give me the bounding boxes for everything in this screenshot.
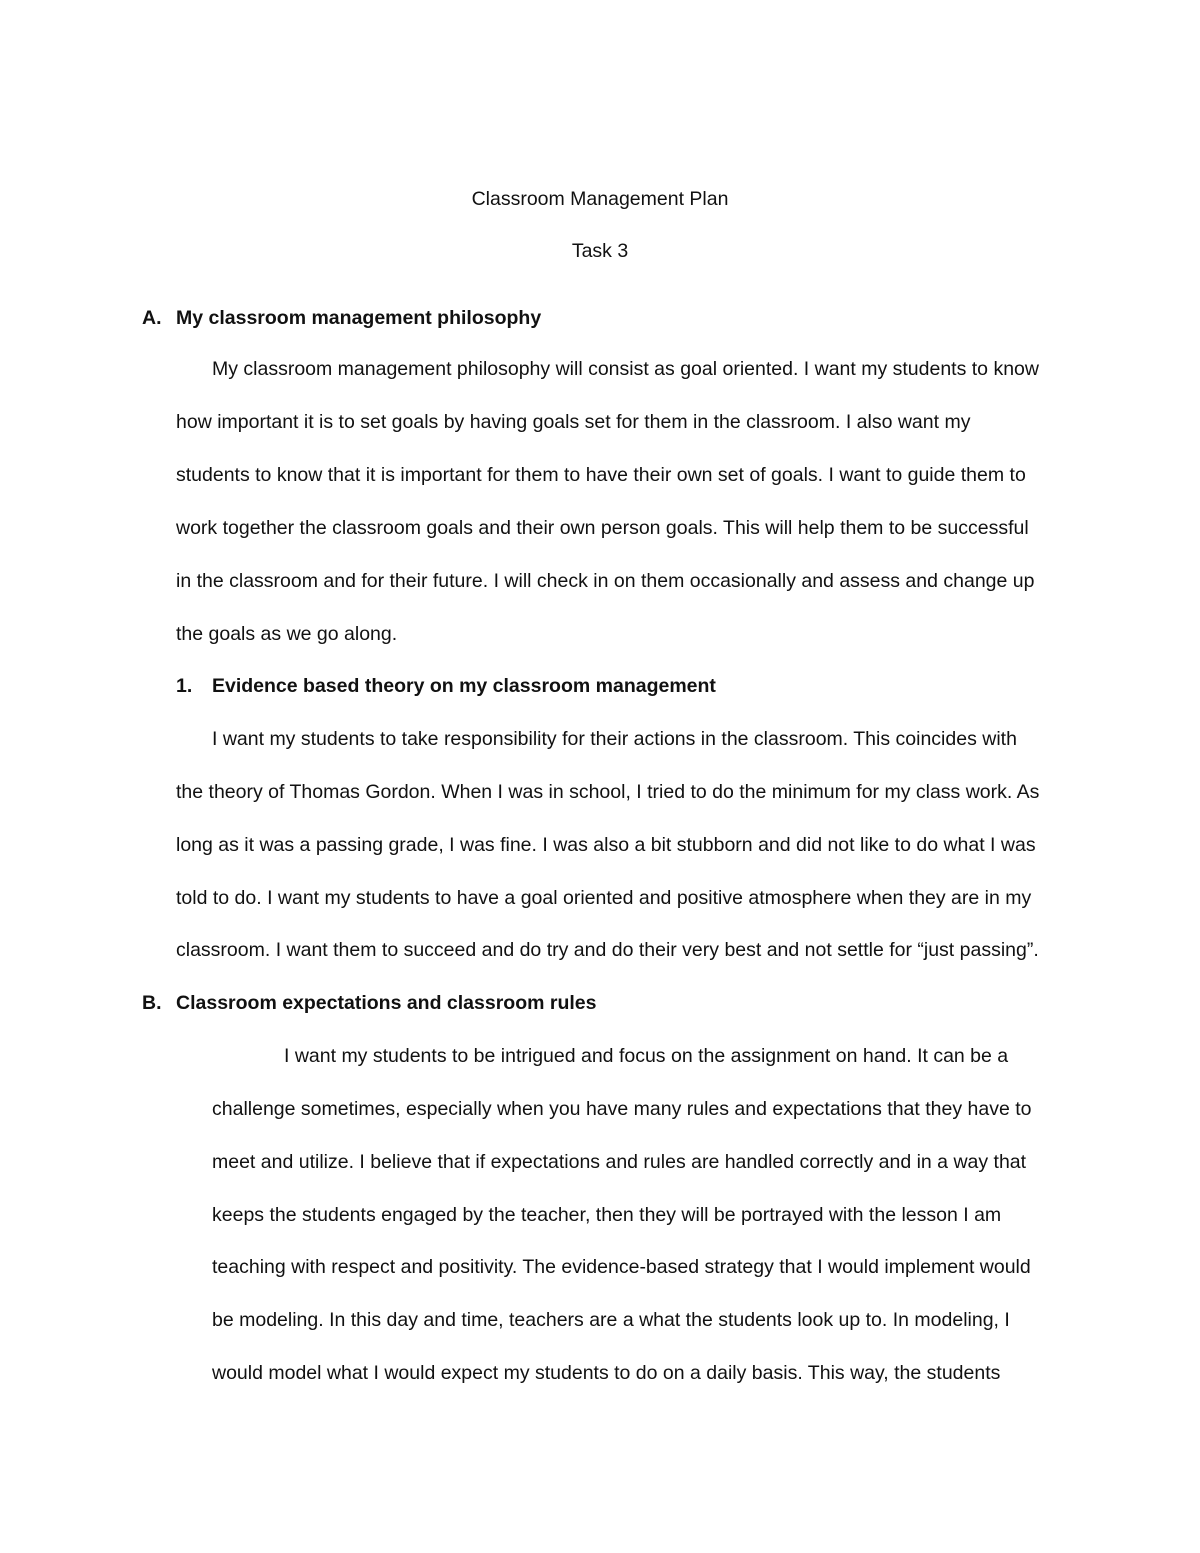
section-heading: Classroom expectations and classroom rules	[176, 992, 597, 1014]
paragraph-line: long as it was a passing grade, I was fine. I was also a bit stubborn and did not like to do what I was	[176, 834, 1036, 856]
paragraph-line: students to know that it is important for them to have their own set of goals. I want to guide them to	[176, 464, 1026, 486]
paragraph-line: meet and utilize. I believe that if expectations and rules are handled correctly and in a way that	[212, 1151, 1027, 1173]
section-marker: B.	[142, 992, 162, 1014]
document-subtitle: Task 3	[571, 240, 629, 262]
paragraph-line: the goals as we go along.	[176, 623, 398, 645]
section-heading: My classroom management philosophy	[176, 307, 542, 329]
paragraph-line: I want my students to be intrigued and focus on the assignment on hand. It can be a	[284, 1045, 1009, 1067]
subsection-marker: 1.	[176, 675, 193, 697]
paragraph-line: I want my students to take responsibility for their actions in the classroom. This coincides with	[212, 728, 1017, 750]
section-marker: A.	[142, 307, 162, 329]
paragraph-line: would model what I would expect my students to do on a daily basis. This way, the students	[212, 1362, 1001, 1384]
paragraph-line: challenge sometimes, especially when you have many rules and expectations that they have to	[212, 1098, 1032, 1120]
paragraph-line: My classroom management philosophy will consist as goal oriented. I want my students to know	[212, 358, 1039, 380]
paragraph-line: the theory of Thomas Gordon. When I was in school, I tried to do the minimum for my class work. As	[176, 781, 1040, 803]
document-title: Classroom Management Plan	[471, 188, 729, 210]
paragraph-line: be modeling. In this day and time, teachers are a what the students look up to. In modeling, I	[212, 1309, 1010, 1331]
paragraph-line: classroom. I want them to succeed and do try and do their very best and not settle for “just passing”.	[176, 939, 1039, 961]
subsection-heading: Evidence based theory on my classroom management	[212, 675, 716, 697]
paragraph-line: in the classroom and for their future. I will check in on them occasionally and assess and change up	[176, 570, 1035, 592]
paragraph-line: teaching with respect and positivity. The evidence-based strategy that I would implement would	[212, 1256, 1031, 1278]
paragraph-line: how important it is to set goals by having goals set for them in the classroom. I also want my	[176, 411, 971, 433]
paragraph-line: told to do. I want my students to have a goal oriented and positive atmosphere when they are in my	[176, 887, 1032, 909]
paragraph-line: work together the classroom goals and their own person goals. This will help them to be successful	[176, 517, 1029, 539]
paragraph-line: keeps the students engaged by the teacher, then they will be portrayed with the lesson I am	[212, 1204, 1002, 1226]
